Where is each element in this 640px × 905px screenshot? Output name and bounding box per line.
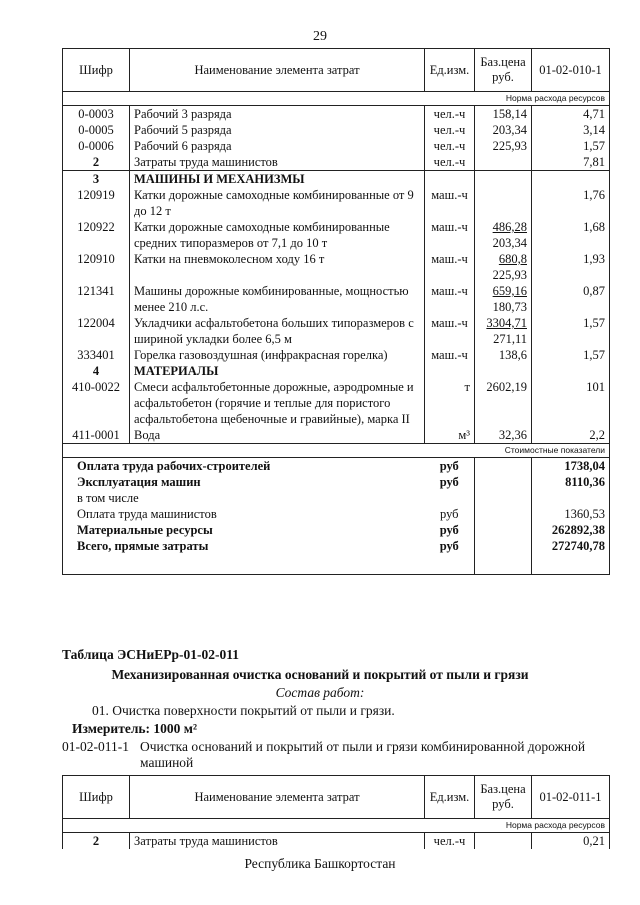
row-value: 1,57 bbox=[532, 347, 610, 363]
item-description-cont: машиной bbox=[140, 755, 194, 770]
cost-name: Всего, прямые затраты bbox=[63, 538, 425, 554]
work-composition: Состав работ: bbox=[275, 685, 365, 700]
table-header bbox=[63, 776, 610, 819]
row-value: 2,2 bbox=[532, 427, 610, 444]
row-price bbox=[475, 347, 532, 363]
header-code: Шифр bbox=[63, 776, 130, 819]
resource-table-010 bbox=[62, 48, 610, 575]
header-name: Наименование элемента затрат bbox=[130, 776, 425, 819]
header-norm: 01-02-011-1 bbox=[532, 776, 610, 819]
cost-row bbox=[63, 522, 610, 538]
row-name: Укладчики асфальтобетона больших типоразмеров с шириной укладки более 6,5 м bbox=[130, 315, 425, 347]
cost-name: в том числе bbox=[63, 490, 425, 506]
row-price bbox=[475, 283, 532, 315]
subheader-row: Норма расхода ресурсов bbox=[63, 92, 610, 106]
cost-unit: руб bbox=[439, 459, 459, 473]
row-value: 1,68 bbox=[532, 219, 610, 251]
row-code: 0-0003 bbox=[63, 106, 130, 123]
row-price: 225,93 bbox=[475, 138, 532, 154]
row-value: 3,14 bbox=[532, 122, 610, 138]
machinist-price: 180,73 bbox=[492, 300, 527, 314]
row-code: 333401 bbox=[63, 347, 130, 363]
base-price: 486,28 bbox=[492, 220, 527, 234]
cost-row bbox=[63, 538, 610, 554]
cost-empty bbox=[475, 522, 532, 538]
row-value: 1,76 bbox=[532, 187, 610, 219]
row-name: Катки на пневмоколесном ходу 16 т bbox=[130, 251, 425, 283]
section-materials: 4 МАТЕРИАЛЫ bbox=[63, 363, 610, 379]
row-unit: маш.-ч bbox=[431, 284, 468, 298]
table-row bbox=[63, 219, 610, 251]
row-price: 158,14 bbox=[475, 106, 532, 123]
row-unit: м³ bbox=[458, 428, 470, 442]
table-header bbox=[63, 49, 610, 92]
table-row bbox=[63, 187, 610, 219]
header-unit: Ед.изм. bbox=[425, 776, 475, 819]
cost-unit: руб bbox=[439, 507, 459, 521]
row-price bbox=[475, 219, 532, 251]
cost-empty bbox=[475, 506, 532, 522]
cost-value: 1738,04 bbox=[532, 458, 610, 475]
table-row bbox=[63, 138, 610, 154]
base-price: 659,16 bbox=[492, 284, 527, 298]
row-name: Смеси асфальтобетонные дорожные, аэродромные и асфальтобетон (горячие и теплые для пористого асфальтобетона щебеночные и гравийные), марка II bbox=[130, 379, 425, 427]
resource-table-011 bbox=[62, 775, 610, 849]
row-unit: маш.-ч bbox=[431, 220, 468, 234]
row-unit: т bbox=[464, 380, 470, 394]
cost-value: 8110,36 bbox=[532, 474, 610, 490]
cost-name: Материальные ресурсы bbox=[63, 522, 425, 538]
header-name: Наименование элемента затрат bbox=[130, 49, 425, 92]
cost-unit: руб bbox=[439, 523, 459, 537]
machinist-price: 203,34 bbox=[492, 236, 527, 250]
row-value: 101 bbox=[532, 379, 610, 427]
row-value: 4,71 bbox=[532, 106, 610, 123]
table-row: 2 Затраты труда машинистов чел.-ч 0,21 bbox=[63, 833, 610, 850]
row-code: 120910 bbox=[63, 251, 130, 283]
row-name: Рабочий 3 разряда bbox=[130, 106, 425, 123]
table-caption: Таблица ЭСНиЕРр-01-02-011 bbox=[62, 647, 240, 662]
cost-value bbox=[532, 490, 610, 506]
row-unit: чел.-ч bbox=[433, 123, 466, 137]
header-price: Баз.цена руб. bbox=[475, 776, 532, 819]
row-price: 32,36 bbox=[475, 427, 532, 444]
table-row bbox=[63, 315, 610, 347]
row-name: Вода bbox=[130, 427, 425, 444]
header-code: Шифр bbox=[63, 49, 130, 92]
table-row bbox=[63, 379, 610, 427]
table-bottom bbox=[63, 554, 610, 575]
machinist-price: 225,93 bbox=[492, 268, 527, 282]
row-unit: маш.-ч bbox=[431, 252, 468, 266]
item-description: Очистка оснований и покрытий от пыли и грязи комбинированной дорожной bbox=[140, 739, 586, 754]
row-price bbox=[475, 315, 532, 347]
row-unit: маш.-ч bbox=[431, 188, 468, 202]
row-unit: чел.-ч bbox=[433, 139, 466, 153]
row-code: 0-0006 bbox=[63, 138, 130, 154]
cost-value: 262892,38 bbox=[532, 522, 610, 538]
row-name: Горелка газовоздушная (инфракрасная горелка) bbox=[130, 347, 425, 363]
row-name: Машины дорожные комбинированные, мощностью менее 210 л.с. bbox=[130, 283, 425, 315]
cost-empty bbox=[475, 474, 532, 490]
cost-name: Оплата труда машинистов bbox=[63, 506, 425, 522]
item-code: 01-02-011-1 bbox=[62, 739, 129, 754]
base-price: 138,6 bbox=[498, 348, 527, 362]
table-row bbox=[63, 122, 610, 138]
cost-empty bbox=[475, 490, 532, 506]
header-price: Баз.цена руб. bbox=[475, 49, 532, 92]
row-unit: чел.-ч bbox=[433, 107, 466, 121]
page-number: 29 bbox=[313, 29, 327, 44]
row-code: 410-0022 bbox=[63, 379, 130, 427]
row-name: Катки дорожные самоходные комбинированные средних типоразмеров от 7,1 до 10 т bbox=[130, 219, 425, 251]
row-code: 120919 bbox=[63, 187, 130, 219]
cost-unit: руб bbox=[439, 475, 459, 489]
cost-empty bbox=[475, 458, 532, 475]
table-row bbox=[63, 251, 610, 283]
measure: Измеритель: 1000 м² bbox=[72, 721, 198, 736]
table-row bbox=[63, 106, 610, 123]
row-value: 1,93 bbox=[532, 251, 610, 283]
row-code: 411-0001 bbox=[63, 427, 130, 444]
row-price: 2602,19 bbox=[475, 379, 532, 427]
row-code: 122004 bbox=[63, 315, 130, 347]
row-price bbox=[475, 251, 532, 283]
base-price: 3304,71 bbox=[486, 316, 527, 330]
base-price: 680,8 bbox=[498, 252, 527, 266]
machinist-row: 2 Затраты труда машинистов чел.-ч 7,81 bbox=[63, 154, 610, 171]
row-name: Рабочий 6 разряда bbox=[130, 138, 425, 154]
row-code: 121341 bbox=[63, 283, 130, 315]
row-code: 0-0005 bbox=[63, 122, 130, 138]
subheader-row: Норма расхода ресурсов bbox=[63, 819, 610, 833]
row-price: 203,34 bbox=[475, 122, 532, 138]
table-row bbox=[63, 347, 610, 363]
cost-row bbox=[63, 474, 610, 490]
table-title: Механизированная очистка оснований и покрытий от пыли и грязи bbox=[111, 667, 529, 682]
row-name: Катки дорожные самоходные комбинированные от 9 до 12 т bbox=[130, 187, 425, 219]
footer-region: Республика Башкортостан bbox=[244, 856, 396, 871]
cost-name: Оплата труда рабочих-строителей bbox=[63, 458, 425, 475]
cost-unit: руб bbox=[439, 539, 459, 553]
cost-value: 272740,78 bbox=[532, 538, 610, 554]
row-price bbox=[475, 187, 532, 219]
row-unit: маш.-ч bbox=[431, 316, 468, 330]
cost-row bbox=[63, 458, 610, 475]
cost-unit bbox=[425, 490, 475, 506]
header-unit: Ед.изм. bbox=[425, 49, 475, 92]
row-value: 1,57 bbox=[532, 315, 610, 347]
row-code: 120922 bbox=[63, 219, 130, 251]
header-norm: 01-02-010-1 bbox=[532, 49, 610, 92]
cost-empty bbox=[475, 538, 532, 554]
row-value: 0,87 bbox=[532, 283, 610, 315]
row-value: 1,57 bbox=[532, 138, 610, 154]
section-machines: 3 МАШИНЫ И МЕХАНИЗМЫ bbox=[63, 171, 610, 188]
cost-subheader-row: Стоимостные показатели bbox=[63, 444, 610, 458]
cost-name: Эксплуатация машин bbox=[63, 474, 425, 490]
cost-row bbox=[63, 490, 610, 506]
table-row bbox=[63, 283, 610, 315]
cost-row bbox=[63, 506, 610, 522]
work-item: 01. Очистка поверхности покрытий от пыли и грязи. bbox=[92, 703, 395, 718]
row-name: Рабочий 5 разряда bbox=[130, 122, 425, 138]
cost-value: 1360,53 bbox=[532, 506, 610, 522]
table-row bbox=[63, 427, 610, 444]
row-unit: маш.-ч bbox=[431, 348, 468, 362]
machinist-price: 271,11 bbox=[493, 332, 527, 346]
